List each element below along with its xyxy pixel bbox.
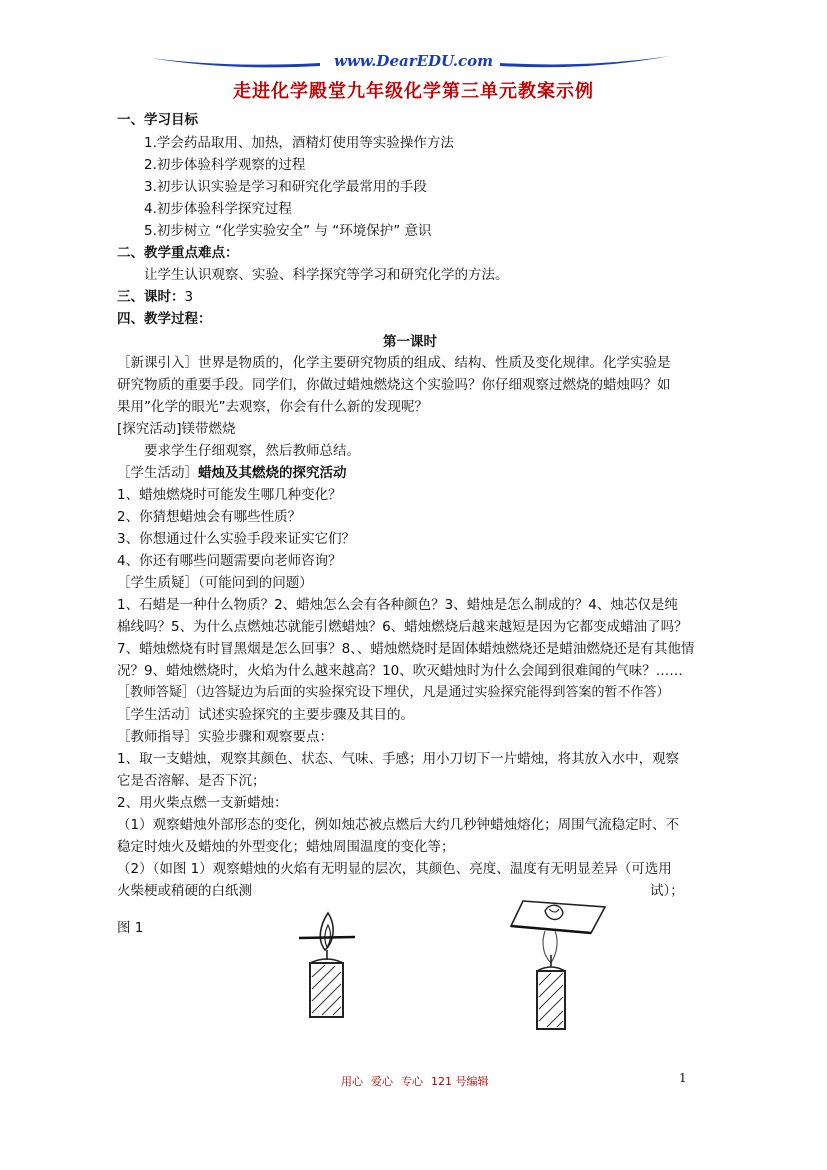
question-item: 3、你想通过什么实验手段来证实它们？ <box>117 531 356 547</box>
question-item: 2、你猜想蜡烛会有哪些性质？ <box>117 509 302 525</box>
step-line: 2、用火柴点燃一支新蜡烛： <box>117 795 288 811</box>
footer-item: 爱心 <box>371 1075 393 1088</box>
sub-step-line: 稳定时烛火及蜡烛的外型变化；蜡烛周围温度的变化等； <box>117 839 455 855</box>
student-activity-label: ［学生活动］ <box>117 465 198 481</box>
sub-step-end: 试）； <box>650 883 684 899</box>
question-item: 1、蜡烛燃烧时可能发生哪几种变化？ <box>117 487 342 503</box>
step-line: 它是否溶解、是否下沉； <box>117 773 266 789</box>
goal-item: 5.初步树立 “化学实验安全” 与 “环境保护” 意识 <box>144 223 432 239</box>
section-heading-goals: 一、学习目标 <box>117 112 198 128</box>
doubt-heading: ［学生质疑］（可能问到的问题） <box>117 575 313 591</box>
student-activity-title: 蜡烛及其燃烧的探究活动 <box>198 465 347 481</box>
section-hours <box>117 287 193 307</box>
goal-item: 2.初步体验科学观察的过程 <box>144 157 306 173</box>
lesson-title: 第一课时 <box>383 334 437 350</box>
footer-editor: 121 号编辑 <box>431 1075 489 1088</box>
hours-value: 3 <box>184 289 194 305</box>
section-heading-keypoints: 二、教学重点难点： <box>117 245 239 261</box>
section-heading-hours: 三、课时： <box>117 289 185 305</box>
goal-item: 1.学会药品取用、加热，酒精灯使用等实验操作方法 <box>144 135 454 151</box>
footer-item: 专心 <box>401 1075 423 1088</box>
page-title: 走进化学殿堂九年级化学第三单元教案示例 <box>233 81 594 102</box>
doubt-line: 7、蜡烛燃烧有时冒黑烟是怎么回事？8、、蜡烛燃烧时是固体蜡烛燃烧还是蜡油燃烧还是有其他情 <box>117 641 695 657</box>
doubt-line: 1、石蜡是一种什么物质？2、蜡烛怎么会有各种颜色？3、蜡烛是怎么制成的？4、烛芯仅是纯 <box>117 597 678 613</box>
site-url[interactable]: www.DearEDU.com <box>333 52 493 70</box>
student-activity-2: ［学生活动］试述实验探究的主要步骤及其目的。 <box>117 707 414 723</box>
figure-label: 图 1 <box>117 920 144 936</box>
goal-item: 3.初步认识实验是学习和研究化学最常用的手段 <box>144 179 427 195</box>
candle-paper-figure <box>505 893 615 1033</box>
student-activity-heading <box>117 463 347 483</box>
intro-line: 研究物质的重要手段。同学们，你做过蜡烛燃烧这个实验吗？你仔细观察过燃烧的蜡烛吗？如 <box>117 377 671 393</box>
page-number: 1 <box>679 1071 687 1085</box>
sub-step-line: （2）（如图 1）观察蜡烛的火焰有无明显的层次，其颜色、亮度、温度有无明显差异（可选用 <box>117 861 672 877</box>
question-item: 4、你还有哪些问题需要向老师咨询？ <box>117 553 342 569</box>
teacher-answer: ［教师答疑］（边答疑边为后面的实验探究设下埋伏，凡是通过实验探究能得到答案的暂不作答） <box>117 685 670 700</box>
activity-line: [探究活动]镁带燃烧 <box>117 421 236 437</box>
doubt-line: 棉线吗？5、为什么点燃烛芯就能引燃蜡烛？6、蜡烛燃烧后越来越短是因为它都变成蜡油了吗？ <box>117 619 688 635</box>
goal-item: 4.初步体验科学探究过程 <box>144 201 292 217</box>
keypoints-text: 让学生认识观察、实验、科学探究等学习和研究化学的方法。 <box>144 267 509 283</box>
candle-match-figure <box>295 905 365 1035</box>
sub-step-line: （1）观察蜡烛外部形态的变化，例如烛芯被点燃后大约几秒钟蜡烛熔化；周围气流稳定时、不 <box>117 817 680 833</box>
footer-item: 用心 <box>341 1075 363 1088</box>
sub-step-line: 火柴梗或稍硬的白纸测 <box>117 883 252 899</box>
step-line: 1、取一支蜡烛，观察其颜色、状态、气味、手感；用小刀切下一片蜡烛，将其放入水中，观察 <box>117 751 680 767</box>
footer-motto <box>341 1073 497 1089</box>
doubt-line: 况？9、蜡烛燃烧时，火焰为什么越来越高？10、吹灭蜡烛时为什么会闻到很难闻的气味？…… <box>117 663 683 679</box>
intro-line: 果用”化学的眼光”去观察，你会有什么新的发现呢？ <box>117 399 428 415</box>
intro-line: ［新课引入］世界是物质的，化学主要研究物质的组成、结构、性质及变化规律。化学实验是 <box>117 355 671 371</box>
teacher-guide: ［教师指导］实验步骤和观察要点： <box>117 729 333 745</box>
activity-note: 要求学生仔细观察，然后教师总结。 <box>144 443 360 459</box>
section-heading-process: 四、教学过程： <box>117 311 212 327</box>
